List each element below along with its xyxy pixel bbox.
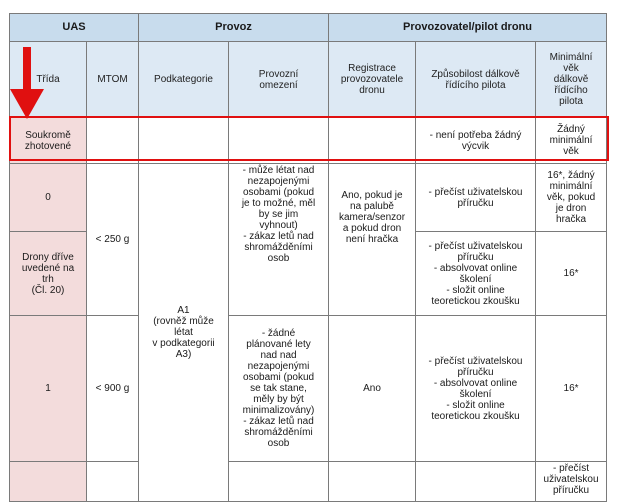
text-line: Soukromě (25, 129, 71, 141)
text-line: kamera/senzor (338, 212, 406, 223)
podkategorie-cell (139, 164, 229, 502)
text-line: školení (459, 388, 492, 400)
empty-cell (139, 118, 229, 164)
text-line: věk (563, 63, 579, 74)
text-line: 16*, žádný (547, 170, 595, 181)
text-line: provozovatele (340, 74, 404, 85)
text-line: A3) (175, 349, 192, 360)
text-line: osobami (pokud (242, 372, 315, 383)
text-line: příručku (457, 366, 494, 378)
text-line: trh (42, 273, 54, 285)
col-header-podkategorie: Podkategorie (139, 42, 229, 118)
zpusobilost-cell (416, 232, 536, 316)
table-row (10, 316, 607, 462)
text-line: nezapojenými (247, 176, 310, 187)
class-cell-1: 1 (10, 316, 87, 462)
text-line: příručku (552, 485, 590, 496)
mtom-cell: < 900 g (87, 316, 139, 462)
text-line: je to možné, měl (241, 198, 316, 209)
text-line: věk, pokud (546, 192, 596, 203)
zpusobilost-cell (536, 462, 607, 502)
group-header-uas: UAS (10, 14, 139, 42)
text-line: uvedené na (21, 262, 75, 274)
empty-cell (416, 462, 536, 502)
text-line: - absolvovat online (433, 262, 518, 274)
text-line: nezapojenými (247, 361, 310, 372)
zpusobilost-cell (416, 118, 536, 164)
text-line: hračka (556, 214, 587, 225)
text-line: zhotovené (24, 140, 72, 152)
provozni-omezeni-cell (229, 316, 329, 462)
col-header-trida: Třída (10, 42, 87, 118)
text-line: - není potřeba žádný (429, 129, 522, 141)
text-line: - přečíst uživatelskou (543, 463, 599, 485)
text-line: - absolvovat online (433, 377, 518, 389)
text-line: osob (267, 438, 290, 449)
text-line: osobami (pokud (242, 187, 315, 198)
text-line: - složit online (446, 284, 505, 296)
col-header-provozni-omezeni (229, 42, 329, 118)
zpusobilost-cell (416, 164, 536, 232)
empty-cell (329, 118, 416, 164)
text-line: - žádné (261, 328, 296, 339)
uas-regulation-table (9, 13, 607, 502)
text-line: řídícího pilota (445, 79, 506, 91)
text-line: - přečíst uživatelskou (428, 240, 523, 252)
text-line: vyhnout) (259, 220, 298, 231)
text-line: v podkategorii (152, 338, 215, 349)
zpusobilost-cell (416, 316, 536, 462)
text-line: na palubě (350, 201, 394, 212)
registrace-cell (329, 164, 416, 316)
text-line: A1 (177, 305, 190, 316)
text-line: dronu (359, 85, 385, 96)
text-line: Drony dříve (22, 251, 74, 263)
text-line: příručku (457, 251, 494, 263)
down-arrow-icon (6, 47, 48, 121)
col-header-zpusobilost (416, 42, 536, 118)
text-line: létat (174, 327, 193, 338)
text-line: omezení (259, 79, 298, 91)
min-vek-cell: 16* (536, 316, 607, 462)
text-line: teoretickou zkoušku (431, 295, 520, 307)
empty-cell (229, 462, 329, 502)
min-vek-cell: 16* (536, 232, 607, 316)
text-line: Minimální (549, 52, 593, 63)
mtom-cell: < 250 g (87, 164, 139, 316)
text-line: by se jim (258, 209, 299, 220)
text-line: měly by být (253, 394, 304, 405)
text-line: osob (267, 253, 290, 264)
class-cell-soukrome (10, 118, 87, 164)
text-line: příručku (457, 197, 494, 209)
table-row (10, 462, 607, 502)
text-line: teoretickou zkoušku (431, 410, 520, 422)
text-line: pilota (559, 96, 583, 107)
empty-cell (229, 118, 329, 164)
group-header-provoz: Provoz (139, 14, 329, 42)
text-line: dálkově (553, 74, 589, 85)
text-line: shromážděními (244, 427, 313, 438)
text-line: a pokud dron (342, 223, 402, 234)
text-line: řídícího (554, 85, 588, 96)
text-line: - může létat nad (242, 165, 315, 176)
text-line: nad nad (260, 350, 297, 361)
text-line: minimalizovány) (242, 405, 315, 416)
table-row (10, 164, 607, 232)
col-header-min-vek (536, 42, 607, 118)
text-line: (Čl. 20) (31, 284, 65, 296)
text-line: se tak stane, (250, 383, 307, 394)
class-cell-0: 0 (10, 164, 87, 232)
group-header-provozovatel: Provozovatel/pilot dronu (329, 14, 607, 42)
class-cell (10, 462, 87, 502)
text-line: plánované lety (246, 339, 311, 350)
text-line: Způsobilost dálkově (431, 68, 520, 80)
text-line: - zákaz letů nad (243, 231, 314, 242)
text-line: - přečíst uživatelskou (428, 186, 523, 198)
text-line: minimální (549, 135, 593, 146)
min-vek-cell (536, 164, 607, 232)
min-vek-cell (536, 118, 607, 164)
text-line: Provozní (258, 68, 299, 80)
provozni-omezeni-cell (229, 164, 329, 316)
registrace-cell: Ano (329, 316, 416, 462)
text-line: není hračka (345, 234, 399, 245)
table-row (10, 118, 607, 164)
text-line: minimální (549, 181, 593, 192)
text-line: (rovněž může (153, 316, 214, 327)
text-line: výcvik (461, 140, 490, 152)
text-line: věk (563, 146, 579, 157)
empty-cell (329, 462, 416, 502)
text-line: je dron (555, 203, 587, 214)
class-cell-drony-drive (10, 232, 87, 316)
text-line: - zákaz letů nad (243, 416, 314, 427)
col-header-mtom: MTOM (87, 42, 139, 118)
text-line: školení (459, 273, 492, 285)
text-line: shromážděními (244, 242, 313, 253)
text-line: Registrace (348, 63, 396, 74)
empty-cell (87, 118, 139, 164)
text-line: - složit online (446, 399, 505, 411)
text-line: - přečíst uživatelskou (428, 355, 523, 367)
empty-cell (87, 462, 139, 502)
col-header-registrace (329, 42, 416, 118)
text-line: Ano, pokud je (341, 190, 403, 201)
text-line: Žádný (557, 124, 585, 135)
